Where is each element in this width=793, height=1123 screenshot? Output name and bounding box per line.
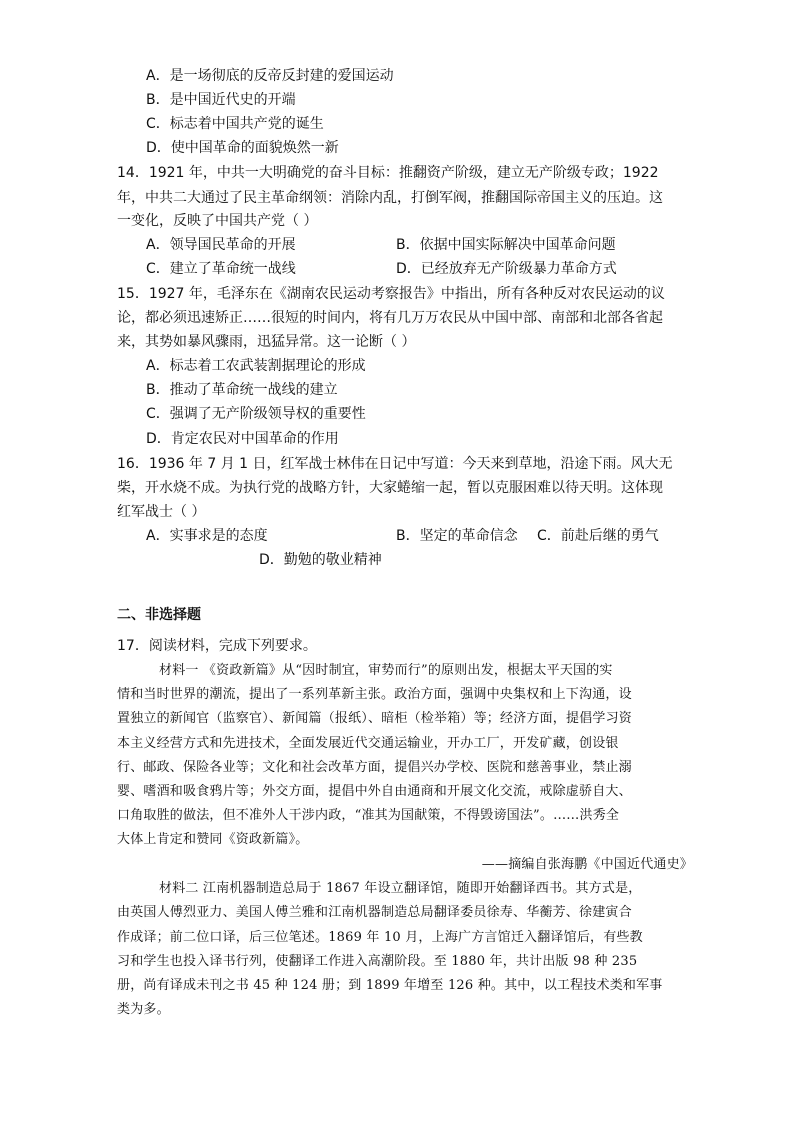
material1-line: 本主义经营方式和先进技术，全面发展近代交通运输业，开办工厂，开发矿藏，创设银 (117, 736, 619, 751)
q14-option-a[interactable]: A．领导国民革命的开展 (146, 237, 296, 253)
section-title: 二、非选择题 (117, 607, 201, 623)
q17-stem: 17．阅读材料，完成下列要求。 (117, 638, 317, 654)
q13-option-d[interactable]: D．使中国革命的面貌焕然一新 (146, 140, 339, 156)
q15-stem-line: 来，其势如暴风骤雨，迅猛异常。这一论断（ ） (117, 334, 416, 350)
material2-line: 由英国人傅烈亚力、美国人傅兰雅和江南机器制造总局翻译委员徐寿、华蘅芳、徐建寅合 (117, 905, 632, 920)
material2-line: 习和学生也投入译书行列，使翻译工作进入高潮阶段。至 1880 年，共计出版 98 种 235 (117, 954, 638, 969)
material1-line: 口角取胜的做法，但不准外人干涉内政，“准其为国献策，不得毁谤国法”。……洪秀全 (117, 808, 620, 823)
q14-option-b[interactable]: B．依据中国实际解决中国革命问题 (396, 237, 616, 253)
q16-stem-line: 16．1936 年 7 月 1 日，红军战士林伟在日记中写道：今天来到草地，沿途下雨。风大无 (117, 456, 673, 472)
q15-option-b[interactable]: B．推动了革命统一战线的建立 (146, 382, 338, 398)
q16-stem-line: 红军战士（ ） (117, 504, 206, 520)
material1-line: 置独立的新闻官（监察官）、新闻篇（报纸）、暗柜（检举箱）等；经济方面，提倡学习资 (117, 711, 633, 726)
material1-source: ——摘编自张海鹏《中国近代通史》 (481, 857, 693, 872)
q15-option-c[interactable]: C．强调了无产阶级领导权的重要性 (146, 406, 366, 422)
material1-line: 材料一 《资政新篇》从“因时制宜，审势而行”的原则出发，根据太平天国的实 (159, 663, 613, 678)
q16-option-a[interactable]: A．实事求是的态度 (146, 528, 268, 544)
q13-option-c[interactable]: C．标志着中国共产党的诞生 (146, 116, 324, 132)
material2-line: 类为多。 (117, 1002, 170, 1017)
q15-option-d[interactable]: D．肯定农民对中国革命的作用 (146, 431, 339, 447)
q16-stem-line: 柴，开水烧不成。为执行党的战略方针，大家蜷缩一起，暂以克服困难以待天明。这体现 (117, 480, 663, 496)
material1-line: 情和当时世界的潮流，提出了一系列革新主张。政治方面，强调中央集权和上下沟通，设 (117, 687, 632, 702)
q14-stem-line: 年，中共二大通过了民主革命纲领：消除内乱，打倒军阀，推翻国际帝国主义的压迫。这 (117, 190, 663, 206)
q15-option-a[interactable]: A．标志着工农武装割据理论的形成 (146, 358, 366, 374)
q13-option-b[interactable]: B．是中国近代史的开端 (146, 92, 296, 108)
material1-line: 婴、嗜酒和吸食鸦片等；外交方面，提倡中外自由通商和开展文化交流，戒除虚骄自大、 (117, 784, 632, 799)
q16-option-d[interactable]: D．勤勉的敬业精神 (259, 552, 382, 568)
q14-stem-line: 一变化，反映了中国共产党（ ） (117, 213, 318, 229)
q16-option-b[interactable]: B．坚定的革命信念 (396, 528, 518, 544)
material2-line: 作成译；前二位口译，后三位笔述。1869 年 10 月，上海广方言馆迁入翻译馆后，有些教 (117, 930, 643, 945)
q14-stem-line: 14．1921 年，中共一大明确党的奋斗目标：推翻资产阶级，建立无产阶级专政；1922 (117, 165, 659, 181)
q14-option-d[interactable]: D．已经放弃无产阶级暴力革命方式 (396, 261, 617, 277)
q13-option-a[interactable]: A．是一场彻底的反帝反封建的爱国运动 (146, 68, 394, 84)
material1-line: 大体上肯定和赞同《资政新篇》。 (117, 832, 309, 847)
q15-stem-line: 论，都必须迅速矫正……很短的时间内，将有几万万农民从中国中部、南部和北部各省起 (117, 310, 663, 326)
material2-line: 材料二 江南机器制造总局于 1867 年设立翻译馆，随即开始翻译西书。其方式是， (159, 881, 642, 896)
q16-option-c[interactable]: C．前赴后继的勇气 (537, 528, 659, 544)
q14-option-c[interactable]: C．建立了革命统一战线 (146, 261, 296, 277)
material2-line: 册，尚有译成未刊之书 45 种 124 册；到 1899 年增至 126 种。其中，以工程技术类和军事 (117, 978, 663, 993)
q15-stem-line: 15．1927 年，毛泽东在《湖南农民运动考察报告》中指出，所有各种反对农民运动的议 (117, 286, 665, 302)
material1-line: 行、邮政、保险各业等；文化和社会改革方面，提倡兴办学校、医院和慈善事业，禁止溺 (117, 760, 632, 775)
